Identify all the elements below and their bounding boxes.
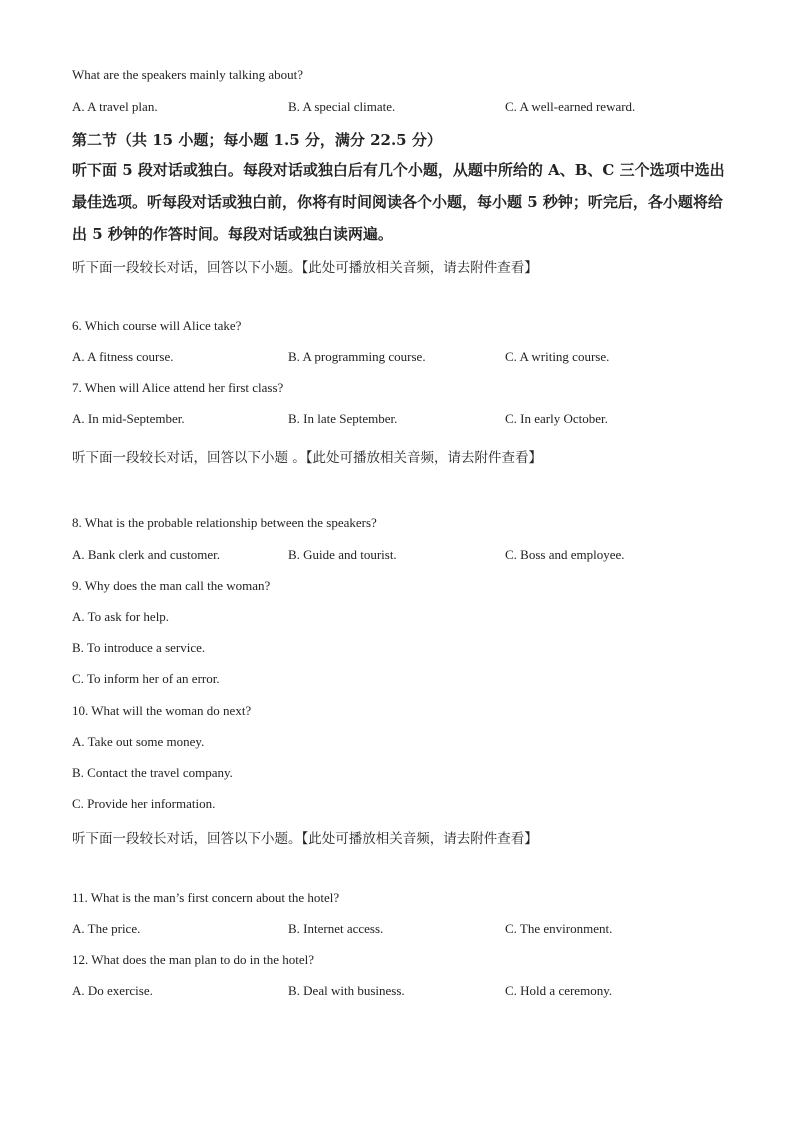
section-title: 第二节（共 15 小题；每小题 1.5 分，满分 22.5 分） <box>72 131 442 149</box>
question-7-options <box>72 411 752 429</box>
option-a: A. The price. <box>72 921 141 936</box>
option-b: B. A special climate. <box>288 99 396 114</box>
option-c: C. A writing course. <box>505 349 610 364</box>
listening-note: 听下面一段较长对话，回答以下小题 。【此处可播放相关音频，请去附件查看】 <box>72 450 543 466</box>
question-9: 9. Why does the man call the woman? <box>72 578 271 593</box>
option-a: A. Take out some money. <box>72 734 205 749</box>
question-5: What are the speakers mainly talking about? <box>72 67 304 82</box>
option-b: B. Internet access. <box>288 921 384 936</box>
option-a: A. A fitness course. <box>72 349 174 364</box>
option-b: B. A programming course. <box>288 349 426 364</box>
question-8-options <box>72 547 752 565</box>
option-c: C. Boss and employee. <box>505 547 625 562</box>
option-b: B. Contact the travel company. <box>72 765 233 780</box>
option-c: C. Hold a ceremony. <box>505 983 613 998</box>
option-a: A. Do exercise. <box>72 983 153 998</box>
option-b: B. To introduce a service. <box>72 640 206 655</box>
option-a: A. A travel plan. <box>72 99 158 114</box>
option-b: B. Deal with business. <box>288 983 405 998</box>
option-b: B. In late September. <box>288 411 398 426</box>
option-a: A. Bank clerk and customer. <box>72 547 221 562</box>
option-a: A. To ask for help. <box>72 609 170 624</box>
question-10: 10. What will the woman do next? <box>72 703 252 718</box>
question-12-options <box>72 983 752 1001</box>
question-12: 12. What does the man plan to do in the hotel? <box>72 952 315 967</box>
question-7: 7. When will Alice attend her first class? <box>72 380 284 395</box>
option-c: C. To inform her of an error. <box>72 671 220 686</box>
question-11: 11. What is the man’s first concern about the hotel? <box>72 890 340 905</box>
question-6: 6. Which course will Alice take? <box>72 318 242 333</box>
listening-note: 听下面一段较长对话，回答以下小题。【此处可播放相关音频，请去附件查看】 <box>72 260 538 276</box>
option-c: C. A well-earned reward. <box>505 99 636 114</box>
option-b: B. Guide and tourist. <box>288 547 397 562</box>
question-11-options <box>72 921 752 939</box>
option-c: C. In early October. <box>505 411 608 426</box>
option-a: A. In mid-September. <box>72 411 185 426</box>
question-8: 8. What is the probable relationship between the speakers? <box>72 515 377 530</box>
option-c: C. The environment. <box>505 921 613 936</box>
listening-note: 听下面一段较长对话，回答以下小题。【此处可播放相关音频，请去附件查看】 <box>72 831 538 847</box>
option-c: C. Provide her information. <box>72 796 216 811</box>
question-5-options <box>72 99 752 117</box>
section-instructions: 听下面 5 段对话或独白。每段对话或独白后有几个小题，从题中所给的 A、B、C 三个选项中选出最佳选项。听每段对话或独白前，你将有时间阅读各个小题，每小题 5 秒钟；听完后，各小题将给出 5 秒钟的作答时间。每段对话或独白读两遍。 <box>72 161 725 243</box>
question-6-options <box>72 349 752 367</box>
